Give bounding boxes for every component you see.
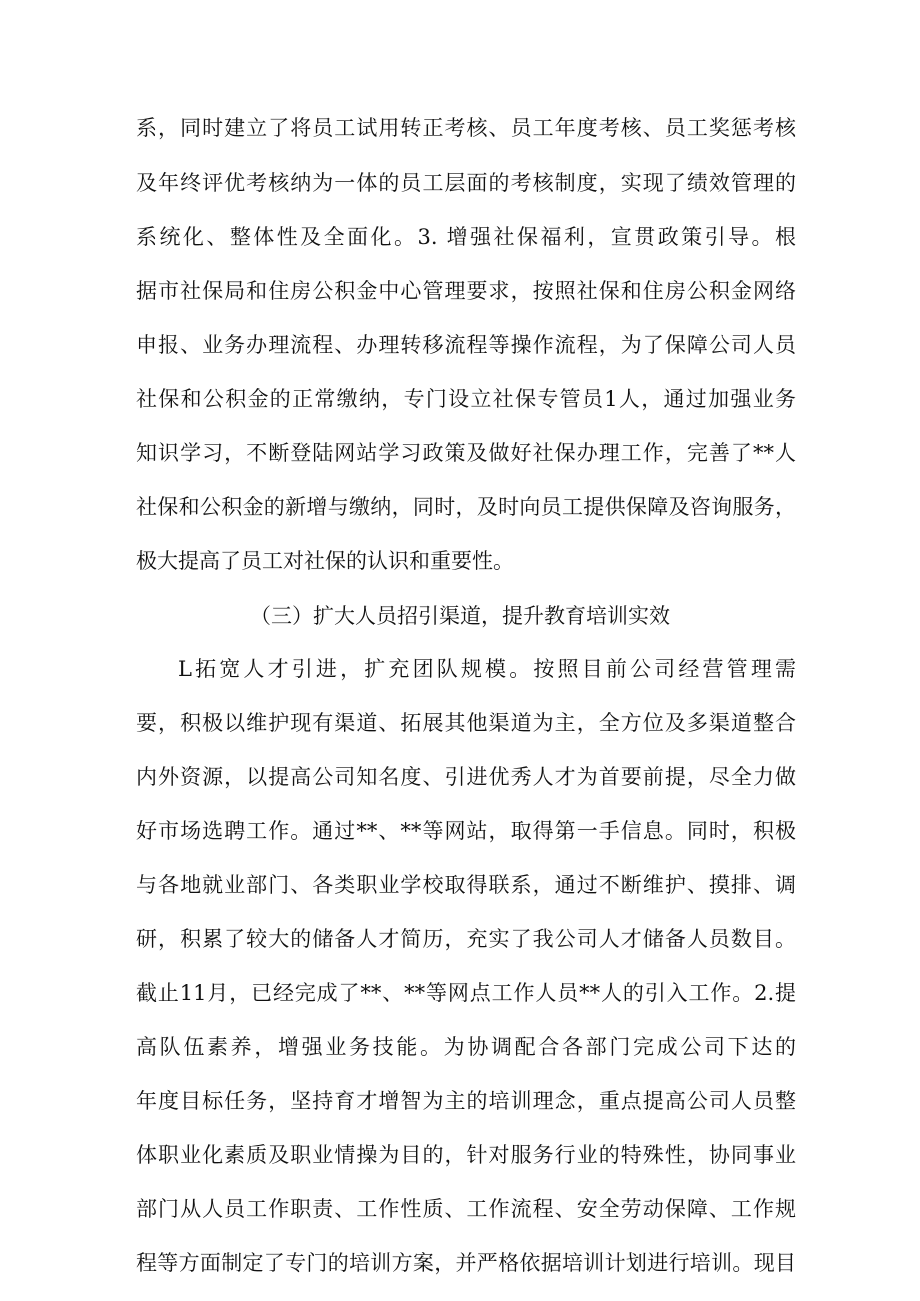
text-line: 与各地就业部门、各类职业学校取得联系，通过不断维护、摸排、调 xyxy=(136,873,796,897)
text-line: 年度目标任务，坚持育才增智为主的培训理念，重点提高公司人员整 xyxy=(136,1089,796,1113)
text-line: 申报、业务办理流程、办理转移流程等操作流程，为了保障公司人员 xyxy=(136,333,796,357)
text-line: 高队伍素养，增强业务技能。为协调配合各部门完成公司下达的 xyxy=(136,1035,796,1059)
text-line: 体职业化素质及职业情操为目的，针对服务行业的特殊性，协同事业 xyxy=(136,1143,796,1167)
text-line: 系，同时建立了将员工试用转正考核、员工年度考核、员工奖惩考核 xyxy=(136,116,796,140)
text-line: 据市社保局和住房公积金中心管理要求，按照社保和住房公积金网络 xyxy=(136,279,796,303)
section-heading: （三）扩大人员招引渠道，提升教育培训实效 xyxy=(250,604,670,628)
text-line: 社保和公积金的新增与缴纳，同时，及时向员工提供保障及咨询服务， xyxy=(136,495,796,519)
text-line: 极大提高了员工对社保的认识和重要性。 xyxy=(136,549,514,573)
text-line: 内外资源，以提高公司知名度、引进优秀人才为首要前提，尽全力做 xyxy=(136,765,796,789)
text-line: 要，积极以维护现有渠道、拓展其他渠道为主，全方位及多渠道整合 xyxy=(136,711,796,735)
text-line: 程等方面制定了专门的培训方案，并严格依据培训计划进行培训。现目 xyxy=(136,1251,796,1275)
text-line: 截止11月，已经完成了**、**等网点工作人员**人的引入工作。2.提 xyxy=(136,981,796,1005)
text-line: 部门从人员工作职责、工作性质、工作流程、安全劳动保障、工作规 xyxy=(136,1197,796,1221)
text-line: L拓宽人才引进，扩充团队规模。按照目前公司经营管理需 xyxy=(178,657,796,681)
text-line: 知识学习，不断登陆网站学习政策及做好社保办理工作，完善了**人 xyxy=(136,441,796,465)
text-line: 研，积累了较大的储备人才简历，充实了我公司人才储备人员数目。 xyxy=(136,927,796,951)
text-line: 及年终评优考核纳为一体的员工层面的考核制度，实现了绩效管理的 xyxy=(136,171,796,195)
text-line: 好市场选聘工作。通过**、**等网站，取得第一手信息。同时，积极 xyxy=(136,819,796,843)
text-line: 系统化、整体性及全面化。3. 增强社保福利，宣贯政策引导。根 xyxy=(136,225,796,249)
text-line: 社保和公积金的正常缴纳，专门设立社保专管员1人，通过加强业务 xyxy=(136,387,796,411)
